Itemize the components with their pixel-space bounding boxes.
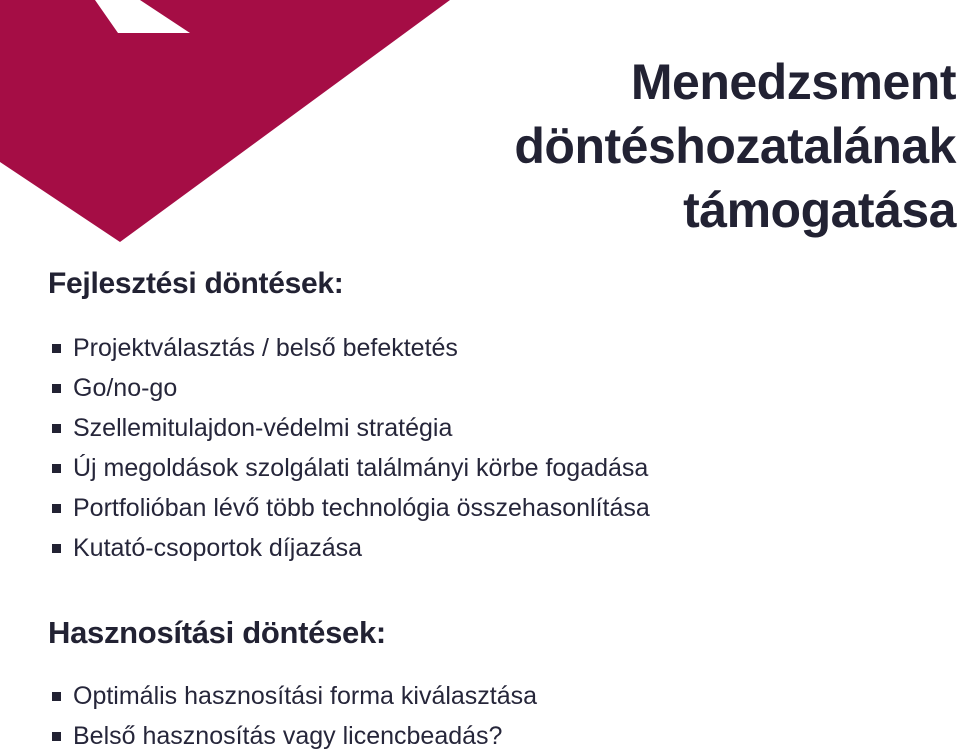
title-line-3: támogatása [683,182,956,238]
square-bullet-icon [52,424,61,433]
square-bullet-icon [52,384,61,393]
list-item [52,676,537,716]
square-bullet-icon [52,464,61,473]
list-item [52,448,650,488]
square-bullet-icon [52,544,61,553]
square-bullet-icon [52,344,61,353]
list-item-text: Portfolióban lévő több technológia összehasonlítása [73,493,650,522]
square-bullet-icon [52,692,61,701]
list-item-text: Szellemitulajdon-védelmi stratégia [73,413,453,442]
exploitation-list [52,676,537,751]
square-bullet-icon [52,732,61,741]
list-item-text: Projektválasztás / belső befektetés [73,333,458,362]
page-title [514,50,956,242]
title-line-2: döntéshozatalának [514,118,956,174]
list-item [52,328,650,368]
list-item-text: Belső hasznosítás vagy licencbeadás? [73,721,503,750]
exploitation-heading: Hasznosítási döntések: [48,615,386,650]
development-heading: Fejlesztési döntések: [48,267,344,300]
list-item [52,488,650,528]
development-list [52,328,650,568]
list-item-text: Go/no-go [73,373,178,402]
list-item-text: Új megoldások szolgálati találmányi körbe fogadása [73,453,649,482]
list-item [52,528,650,568]
title-line-1: Menedzsment [630,54,956,110]
chevron-shape [0,0,450,242]
list-item-text: Optimális hasznosítási forma kiválasztása [73,681,538,710]
list-item [52,408,650,448]
chevron-logo-shape [0,0,470,245]
list-item [52,716,537,751]
square-bullet-icon [52,504,61,513]
list-item-text: Kutató-csoportok díjazása [73,533,363,562]
list-item [52,368,650,408]
